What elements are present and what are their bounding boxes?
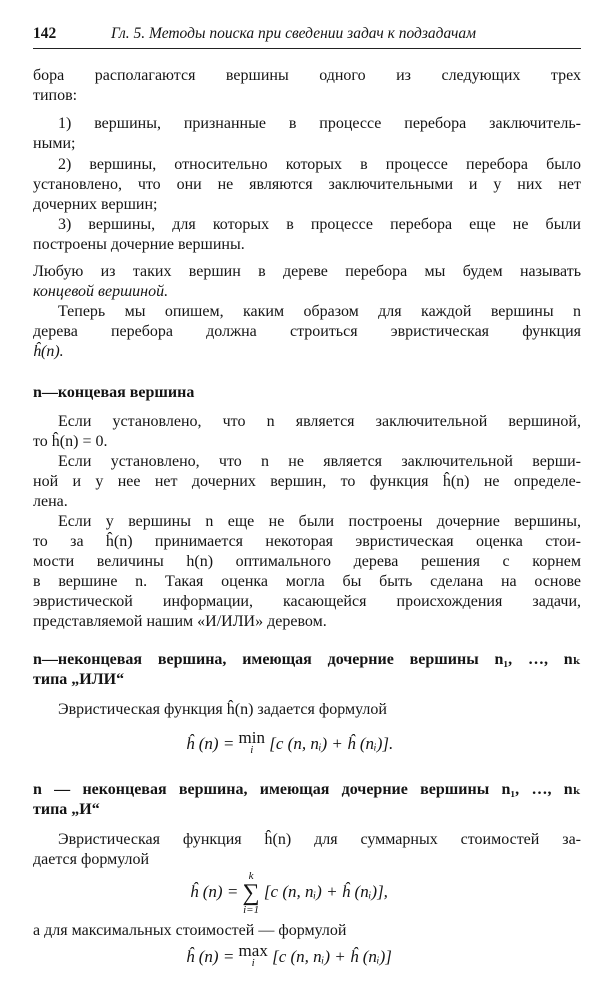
- formula-sum-lhs: ĥ (n) =: [190, 881, 243, 901]
- min-operator: min: [238, 728, 265, 747]
- max-operator: max: [238, 941, 268, 960]
- sec2-text: Эвристическая функция ĥ(n) задается формулой: [58, 701, 387, 718]
- formula-or-operator: [238, 728, 265, 756]
- formula-max-rhs: [c (n, nᵢ) + ĥ (nᵢ)]: [272, 947, 392, 966]
- sum-operator: [243, 870, 260, 916]
- sec1-p3-line-6: представляемой нашим «И/ИЛИ» деревом.: [33, 613, 327, 630]
- sec1-p2-line-1: Если установлено, что n не является заключительной верши-: [58, 453, 581, 470]
- now-line-1: Теперь мы опишем, каким образом для каждой вершины n: [58, 303, 581, 320]
- terminal-def-line-1: Любую из таких вершин в дереве перебора мы будем называть: [33, 263, 581, 280]
- type-3-line-1: 3) вершины, для которых в процессе перебора еще не были: [58, 216, 581, 233]
- sum-upper-limit: k: [248, 870, 254, 882]
- sec1-p1-line-1: Если установлено, что n является заключительной вершиной,: [58, 413, 581, 430]
- formula-and-max: [186, 941, 392, 969]
- sec1-p2-line-2: ной и у нее нет дочерних вершин, то функция ĥ(n) не определе-: [33, 473, 581, 490]
- formula-or-rhs: [c (n, nᵢ) + ĥ (nᵢ)].: [269, 734, 394, 753]
- type-3-line-2: построены дочерние вершины.: [33, 236, 245, 253]
- sum-lower-limit: i=1: [243, 904, 260, 916]
- sec1-p3-line-4: в вершине n. Такая оценка могла бы быть сделана на основе: [33, 573, 581, 590]
- sec1-p3-line-3: мости величины h(n) оптимального дерева решения с корнем: [33, 553, 581, 570]
- sec3-p-line-2: дается формулой: [33, 851, 150, 868]
- formula-or-min: [186, 728, 394, 756]
- section-heading-and-line-1: n — неконцевая вершина, имеющая дочерние вершины n₁, …, nₖ: [33, 781, 581, 798]
- type-1-line-1: 1) вершины, признанные в процессе перебора заключитель-: [58, 115, 581, 132]
- section-heading-and-line-2: типа „И“: [33, 801, 100, 818]
- type-2-line-2: установлено, что они не являются заключительными и у них нет: [33, 176, 581, 193]
- formula-and-sum: [190, 870, 388, 916]
- sec3-p-line-1: Эвристическая функция ĥ(n) для суммарных стоимостей за-: [58, 831, 581, 848]
- section-heading-or-line-1: n—неконцевая вершина, имеющая дочерние вершины n₁, …, nₖ: [33, 651, 581, 668]
- formula-max-lhs: ĥ (n) =: [186, 947, 239, 966]
- type-2-line-3: дочерних вершин;: [33, 196, 158, 213]
- section-heading-terminal: n—концевая вершина: [33, 384, 195, 401]
- running-title: Гл. 5. Методы поиска при сведении задач к подзадачам: [111, 25, 477, 42]
- max-subscript: i: [251, 957, 255, 969]
- sec1-p3-line-2: то за ĥ(n) принимается некоторая эвристическая оценка стои-: [33, 533, 581, 550]
- running-header: [33, 25, 581, 47]
- type-1-line-2: ными;: [33, 135, 76, 152]
- now-line-2: дерева перебора должна строиться эвристическая функция: [33, 323, 581, 340]
- sec1-p3-line-5: эвристической информации, касающейся происхождения задачи,: [33, 593, 581, 610]
- page-number: 142: [33, 25, 57, 42]
- min-subscript: i: [250, 744, 254, 756]
- formula-or-lhs: ĥ (n) =: [186, 734, 239, 753]
- sec1-p2-line-3: лена.: [33, 493, 68, 510]
- formula-sum-rhs: [c (n, nᵢ) + ĥ (nᵢ)],: [263, 881, 388, 901]
- sec1-p3-line-1: Если у вершины n еще не были построены дочерние вершины,: [58, 513, 581, 530]
- section-heading-or-line-2: типа „ИЛИ“: [33, 671, 125, 688]
- intro-line-2: типов:: [33, 87, 78, 104]
- header-rule: [33, 48, 581, 49]
- terminal-def-line-2: концевой вершиной.: [33, 283, 169, 300]
- sec1-p1-line-2: то ĥ(n) = 0.: [33, 433, 108, 450]
- now-line-3: ĥ(n).: [33, 343, 64, 360]
- sigma-symbol: ∑: [242, 880, 260, 906]
- intro-line-1: бора располагаются вершины одного из следующих трех: [33, 67, 581, 84]
- formula-max-operator: [238, 941, 268, 969]
- max-intro: а для максимальных стоимостей — формулой: [33, 922, 347, 939]
- type-2-line-1: 2) вершины, относительно которых в процессе перебора было: [58, 156, 581, 173]
